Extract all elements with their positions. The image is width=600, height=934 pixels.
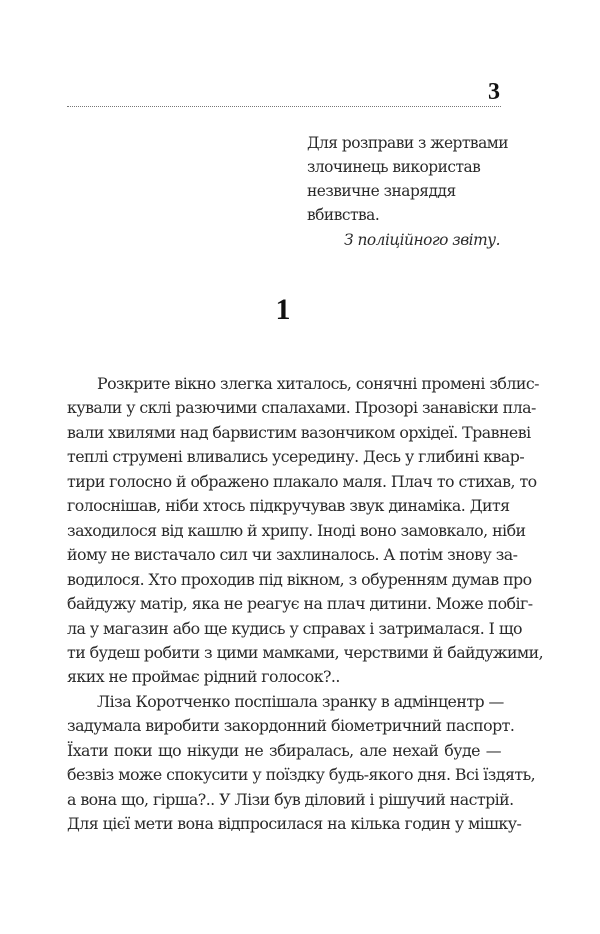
paragraph-line: йому не вистачало сил чи захлиналось. А потім знову за- xyxy=(67,545,518,565)
page-number: 3 xyxy=(488,79,500,105)
paragraph-line: байдужу матір, яка не реагує на плач дитини. Може побіг- xyxy=(67,594,533,614)
paragraph-line: ла у магазин або ще кудись у справах і затрималася. І що xyxy=(67,618,522,638)
paragraph-line: Розкрите вікно злегка хиталось, сонячні промені зблис- xyxy=(97,374,539,393)
epigraph-source: З поліційного звіту. xyxy=(344,231,500,249)
paragraph-line: а вона що, гірша?.. У Лізи був діловий і рішучий настрій. xyxy=(67,789,514,809)
epigraph-line: незвичне знаряддя xyxy=(307,182,456,200)
paragraph-line: голоснішав, ніби хтось підкручував звук динаміка. Дитя xyxy=(67,496,510,516)
paragraph-line: вали хвилями над барвистим вазончиком орхідеї. Травневі xyxy=(67,422,531,442)
paragraph-line: безвіз може спокусити у поїздку будь-якого дня. Всі їздять, xyxy=(67,765,536,785)
paragraph-line: Для цієї мети вона відпросилася на кілька годин у мішку- xyxy=(67,814,522,834)
epigraph-line: вбивства. xyxy=(307,206,380,224)
paragraph-line: заходилося від кашлю й хрипу. Іноді воно замовкало, ніби xyxy=(67,520,526,540)
body-text xyxy=(67,372,544,837)
paragraph-line: кували у склі разючими спалахами. Прозорі занавіски пла- xyxy=(67,398,536,418)
paragraph-line: Їхати поки що нікуди не збиралась, але нехай буде — xyxy=(67,740,501,760)
paragraph-line: яких не проймає рідний голосок?.. xyxy=(67,667,340,687)
paragraph-line: теплі струмені вливались усередину. Десь у глибині квар- xyxy=(67,447,525,467)
header-dotted-rule xyxy=(67,106,501,107)
paragraph-line: задумала виробити закордонний біометричний паспорт. xyxy=(67,716,515,736)
epigraph-line: злочинець використав xyxy=(307,158,481,176)
epigraph-line: Для розправи з жертвами xyxy=(307,134,508,152)
paragraph-line: водилося. Хто проходив під вікном, з обуренням думав про xyxy=(67,569,532,589)
epigraph xyxy=(307,131,508,252)
paragraph-line: ти будеш робити з цими мамками, черствими й байдужими, xyxy=(67,642,544,662)
paragraph-line: Ліза Коротченко поспішала зранку в адмінцентр — xyxy=(97,691,504,711)
chapter-number: 1 xyxy=(275,293,291,326)
paragraph-line: тири голосно й ображено плакало маля. Плач то стихав, то xyxy=(67,471,537,491)
